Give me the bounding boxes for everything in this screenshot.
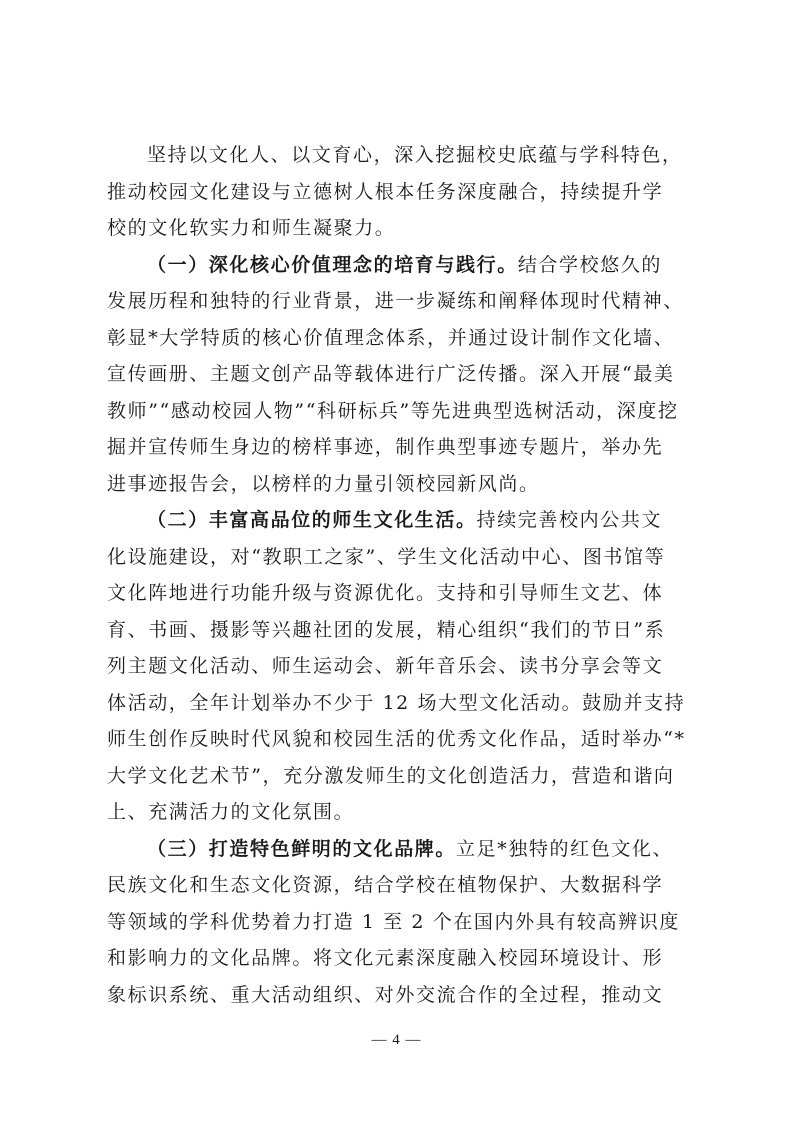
text-line: 进事迹报告会，以榜样的力量引领校园新风尚。 [107,472,540,495]
paragraph-section-3 [107,831,687,1014]
text-line: 列主题文化活动、师生运动会、新年音乐会、读书分享会等文 [107,655,664,677]
text-line: 上、充满活力的文化氛围。 [107,801,355,823]
text-line: 彰显*大学特质的核心价值理念体系，并通过设计制作文化墙、 [107,326,675,349]
paragraph-section-1 [107,247,687,503]
text-line: 等领域的学科优势着力打造 1 至 2 个在国内外具有较高辨识度 [107,910,680,933]
page-number: — 4 — [371,1032,422,1048]
document-body [107,137,687,1013]
section-heading: （三）打造特色鲜明的文化品牌。 [147,837,457,860]
text-line: 校的文化软实力和师生凝聚力。 [107,217,396,239]
paragraph-intro [107,137,687,247]
section-heading: （一）深化核心价值理念的培育与践行。 [147,253,518,276]
text-line: 教师”“感动校园人物”“科研标兵”等先进典型选树活动，深度挖 [107,399,679,422]
text-line: 化设施建设，对“教职工之家”、学生文化活动中心、图书馆等 [107,545,666,568]
text-line [107,502,687,539]
text-line: 推动校园文化建设与立德树人根本任务深度融合，持续提升学 [107,180,664,203]
text-line: 坚持以文化人、以文育心，深入挖掘校史底蕴与学科特色， [147,144,683,166]
text-line: 掘并宣传师生身边的榜样事迹，制作典型事迹专题片，举办先 [107,436,664,458]
text-line: 和影响力的文化品牌。将文化元素深度融入校园环境设计、形 [107,947,664,969]
paragraph-section-2 [107,502,687,831]
text-line: 民族文化和生态文化资源，结合学校在植物保护、大数据科学 [107,874,664,896]
text-line [107,247,687,284]
text-line [107,831,687,868]
section-heading: （二）丰富高品位的师生文化生活。 [147,509,477,531]
text-run: 持续完善校内公共文 [476,509,663,531]
text-line: 育、书画、摄影等兴趣社团的发展，精心组织“我们的节日”系 [107,618,666,641]
text-line: 大学文化艺术节”，充分激发师生的文化创造活力，营造和谐向 [107,764,675,787]
text-line: 宣传画册、主题文创产品等载体进行广泛传播。深入开展“最美 [107,363,675,385]
text-line: 象标识系统、重大活动组织、对外交流合作的全过程，推动文 [107,983,664,1006]
text-line: 发展历程和独特的行业背景，进一步凝练和阐释体现时代精神、 [107,290,684,312]
text-line: 体活动，全年计划举办不少于 12 场大型文化活动。鼓励并支持 [107,691,686,714]
text-run: 立足*独特的红色文化、 [456,837,674,860]
text-line: 文化阵地进行功能升级与资源优化。支持和引导师生文艺、体 [107,582,664,604]
text-line: 师生创作反映时代风貌和校园生活的优秀文化作品，适时举办“* [107,728,686,750]
text-run: 结合学校悠久的 [517,253,663,276]
